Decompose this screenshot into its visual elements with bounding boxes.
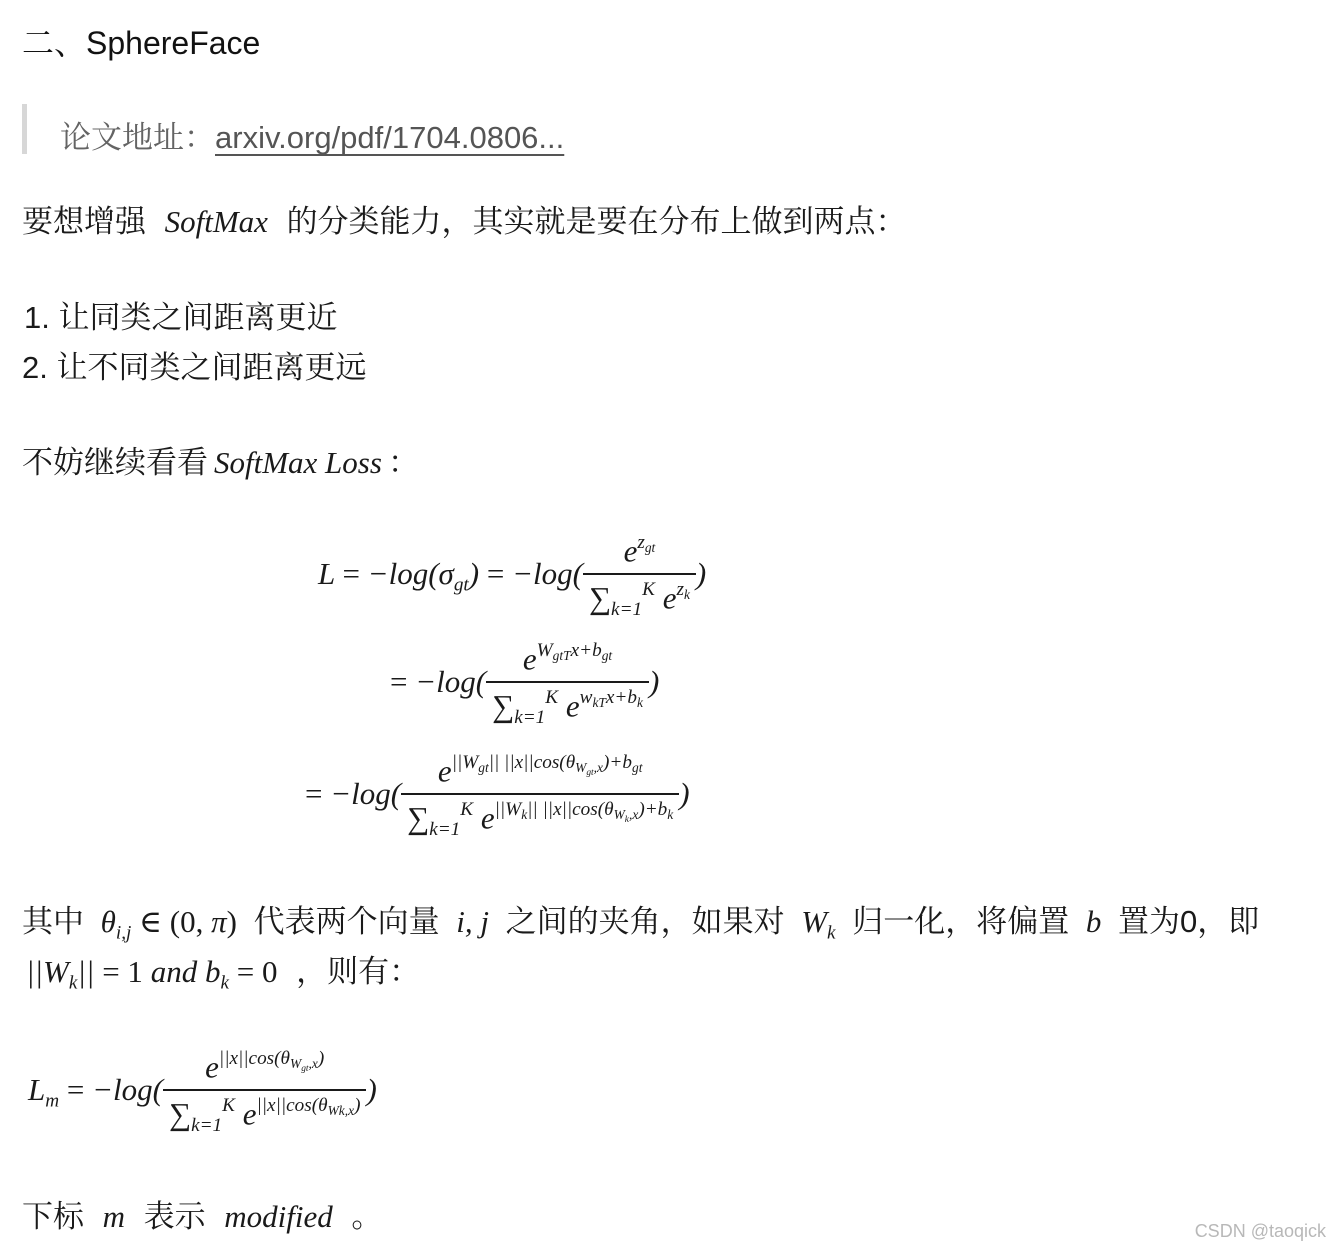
softmax-loss-paragraph bbox=[22, 447, 419, 478]
modified-math: modified bbox=[224, 1199, 333, 1234]
para3-text-3: 之间的夹角，如果对 bbox=[505, 904, 785, 939]
intro-paragraph bbox=[22, 206, 907, 237]
ij-math: i, j bbox=[456, 904, 489, 939]
para4-text-3: 。 bbox=[351, 1199, 383, 1234]
intro-text-2: 的分类能力，其实就是要在分布上做到两点： bbox=[286, 204, 907, 239]
paper-link-quote bbox=[60, 112, 564, 157]
para3-text-1: 其中 bbox=[22, 904, 84, 939]
m-math: m bbox=[102, 1199, 126, 1234]
b-math: b bbox=[1085, 904, 1102, 939]
wk-math: $W_k$ bbox=[801, 904, 836, 944]
list-item: 2. 让不同类之间距离更远 bbox=[22, 350, 367, 385]
para4-text-2: 表示 bbox=[143, 1199, 206, 1234]
softmax-math: SoftMax bbox=[164, 204, 268, 239]
intro-text-1: 要想增强 bbox=[22, 204, 146, 239]
csdn-watermark: CSDN @taoqick bbox=[1194, 1221, 1326, 1241]
modified-loss-equation: $L_m = -\log$( $\frac{e^{||x||cos(\theta_{W_{gt},x})}}{\sum_{k=1}^K e^{||x||cos(\theta_{Wk,x})}}$ ) bbox=[28, 1048, 377, 1137]
paper-link-label: 论文地址： bbox=[60, 120, 215, 155]
subscript-paragraph bbox=[22, 1201, 382, 1232]
para2-text-1: 不妨继续看看 bbox=[22, 445, 208, 480]
para3-text-2: 代表两个向量 bbox=[253, 904, 440, 939]
equation-line-2: = −log( $\frac{e^{W_{gtT}x+b_{gt}}}{\sum_{k=1}^K e^{w_{kT}x+b_k}}$ ) bbox=[390, 640, 660, 729]
equation-line-3: = −log( $\frac{e^{||W_{gt}|| ||x||cos(\theta_{W_{gt},x})+b_{gt}}}{\sum_{k=1}^K e^{||W_k|| ||x||cos(\theta_{W_k,x})+b_k}}$ ) bbox=[305, 752, 690, 841]
para2-text-2: ： bbox=[387, 445, 419, 480]
list-item: 1. 让同类之间距离更近 bbox=[24, 300, 338, 335]
equation-line-1: $L = -\log(\sigma_{gt}) = -\log$( $\frac{e^{z_{gt}}}{\sum_{k=1}^K e^{z_k}}$ ) bbox=[318, 532, 707, 621]
softmax-loss-math: SoftMax Loss bbox=[214, 445, 382, 480]
normalization-paragraph-line-1 bbox=[22, 906, 1259, 943]
blockquote-bar bbox=[22, 104, 27, 154]
para3-text-5: 置为0，即 bbox=[1117, 904, 1260, 939]
normalization-paragraph-line-2 bbox=[26, 956, 420, 993]
section-heading: 二、SphereFace bbox=[22, 25, 261, 61]
paper-link[interactable]: arxiv.org/pdf/1704.0806... bbox=[215, 120, 565, 155]
para3-text-4: 归一化，将偏置 bbox=[852, 904, 1070, 939]
para3-text-6: ，则有： bbox=[296, 954, 421, 989]
theta-math: $\theta_{i,j}$ ∈ (0, π) bbox=[100, 904, 237, 944]
norm-condition-math: $||W_k|| = 1$ and $b_k = 0$ bbox=[26, 954, 278, 994]
para4-text-1: 下标 bbox=[22, 1199, 84, 1234]
